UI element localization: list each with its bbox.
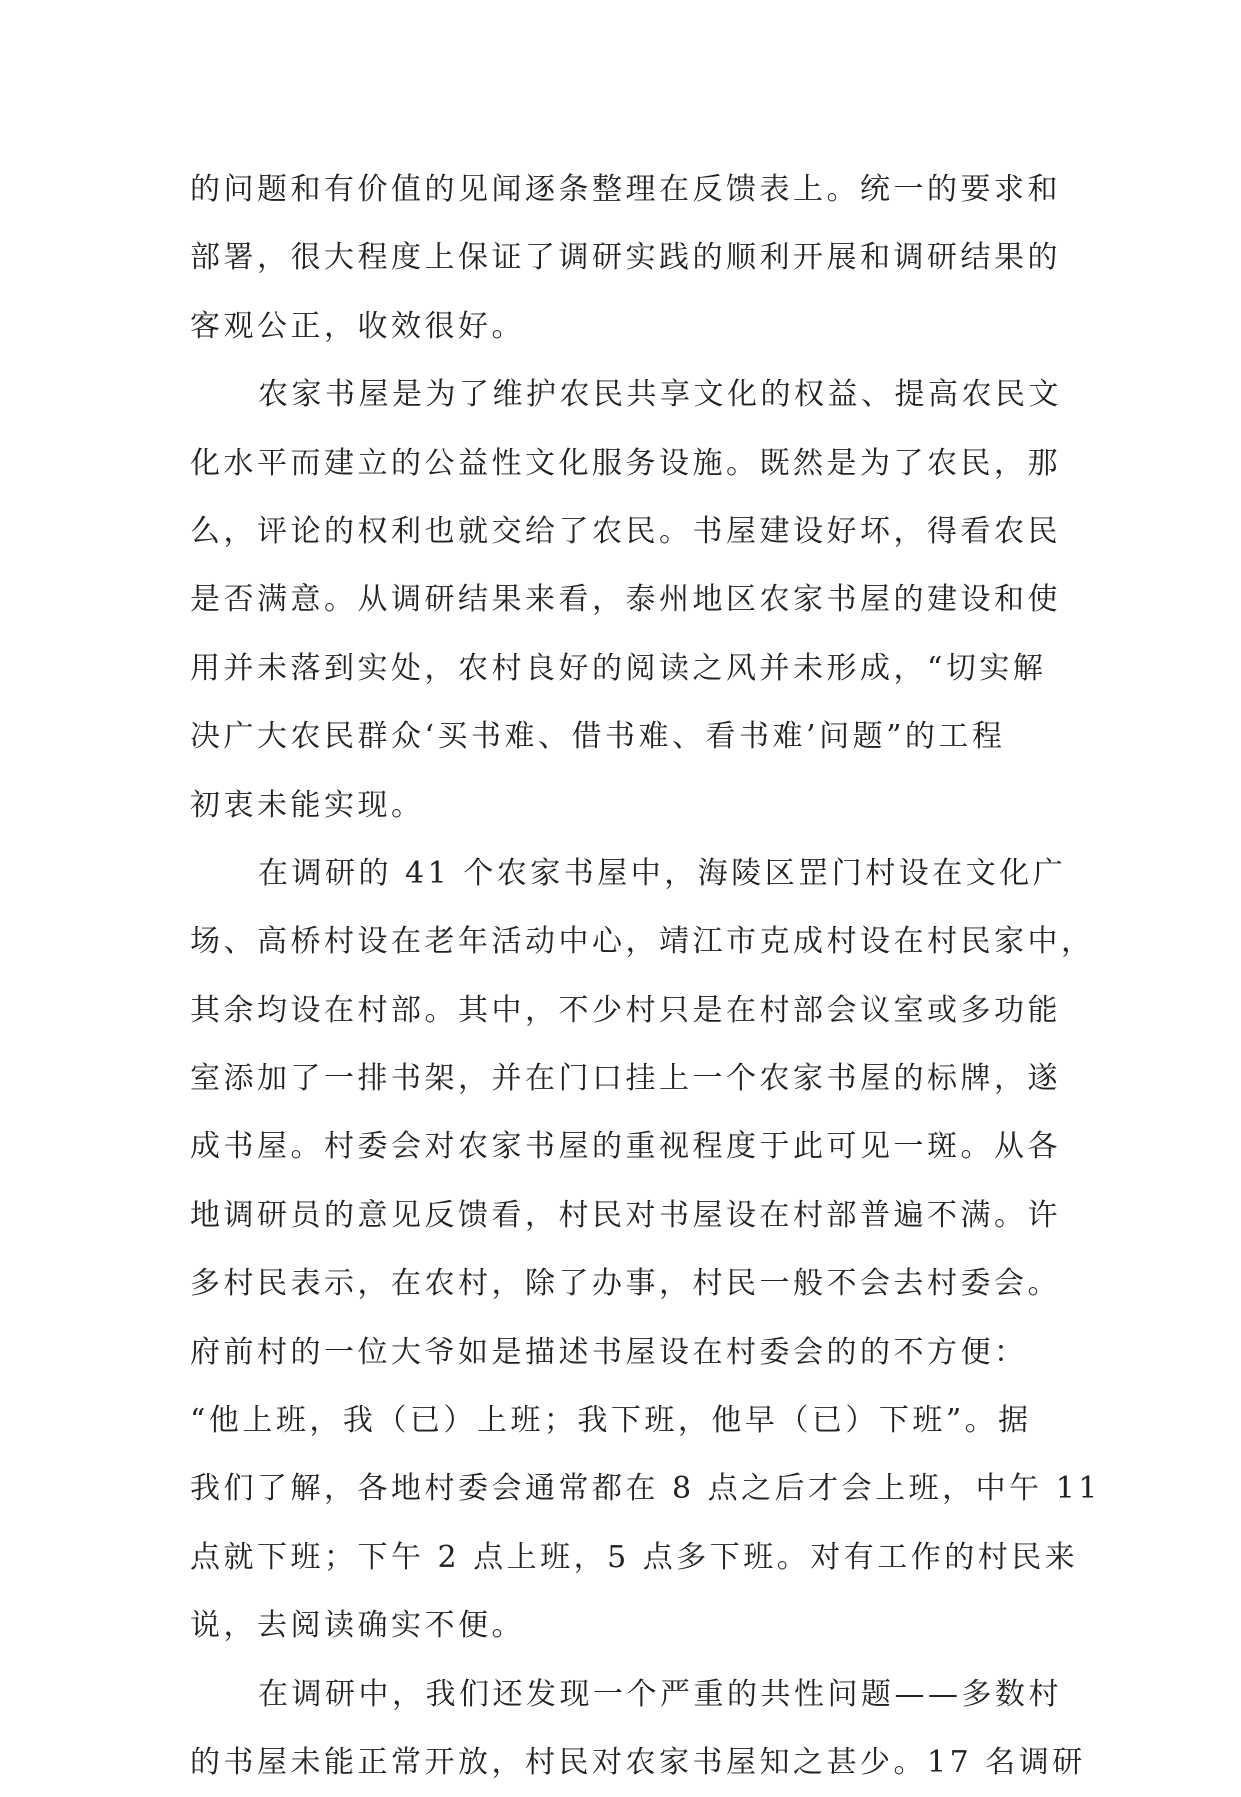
- text-line: 决广大农民群众‘买书难、借书难、看书难’问题”的工程: [190, 719, 1006, 755]
- text-line: 的问题和有价值的见闻逐条整理在反馈表上。统一的要求和: [190, 172, 1061, 207]
- text-line: 的书屋未能正常开放，村民对农家书屋知之甚少。17 名调研: [190, 1744, 1086, 1780]
- text-line: 府前村的一位大爷如是描述书屋设在村委会的的不方便：: [190, 1334, 1028, 1370]
- body-text: [190, 156, 1101, 1797]
- text-line: 化水平而建立的公益性文化服务设施。既然是为了农民，那: [190, 445, 1061, 481]
- text-line: 么，评论的权利也就交给了农民。书屋建设好坏，得看农民: [190, 513, 1061, 549]
- text-line: “他上班，我（已）上班；我下班，他早（已）下班”。据: [190, 1403, 1032, 1439]
- text-line: 是否满意。从调研结果来看，泰州地区农家书屋的建设和使: [190, 582, 1061, 618]
- text-line: 初衷未能实现。: [190, 787, 425, 823]
- text-line: 说，去阅读确实不便。: [190, 1608, 525, 1644]
- text-line: 多村民表示，在农村，除了办事，村民一般不会去村委会。: [190, 1266, 1061, 1302]
- text-line: 在调研中，我们还发现一个严重的共性问题——多数村: [258, 1676, 1062, 1712]
- text-line: 其余均设在村部。其中，不少村只是在村部会议室或多功能: [190, 992, 1061, 1028]
- text-line: 我们了解，各地村委会通常都在 8 点之后才会上班，中午 11: [190, 1471, 1101, 1507]
- text-line: 在调研的 41 个农家书屋中，海陵区罡门村设在文化广: [258, 855, 1067, 891]
- text-line: 点就下班；下午 2 点上班，5 点多下班。对有工作的村民来: [190, 1539, 1079, 1575]
- text-line: 成书屋。村委会对农家书屋的重视程度于此可见一斑。从各: [190, 1129, 1061, 1165]
- text-line: 室添加了一排书架，并在门口挂上一个农家书屋的标牌，遂: [190, 1061, 1061, 1097]
- text-line: 用并未落到实处，农村良好的阅读之风并未形成，“切实解: [190, 650, 1047, 686]
- text-line: 客观公正，收效很好。: [190, 308, 525, 344]
- text-line: 农家书屋是为了维护农民共享文化的权益、提高农民文: [258, 377, 1062, 413]
- text-line: 场、高桥村设在老年活动中心，靖江市克成村设在村民家中，: [190, 924, 1095, 960]
- text-line: 地调研员的意见反馈看，村民对书屋设在村部普遍不满。许: [190, 1197, 1061, 1233]
- text-line: 部署，很大程度上保证了调研实践的顺利开展和调研结果的: [190, 240, 1061, 276]
